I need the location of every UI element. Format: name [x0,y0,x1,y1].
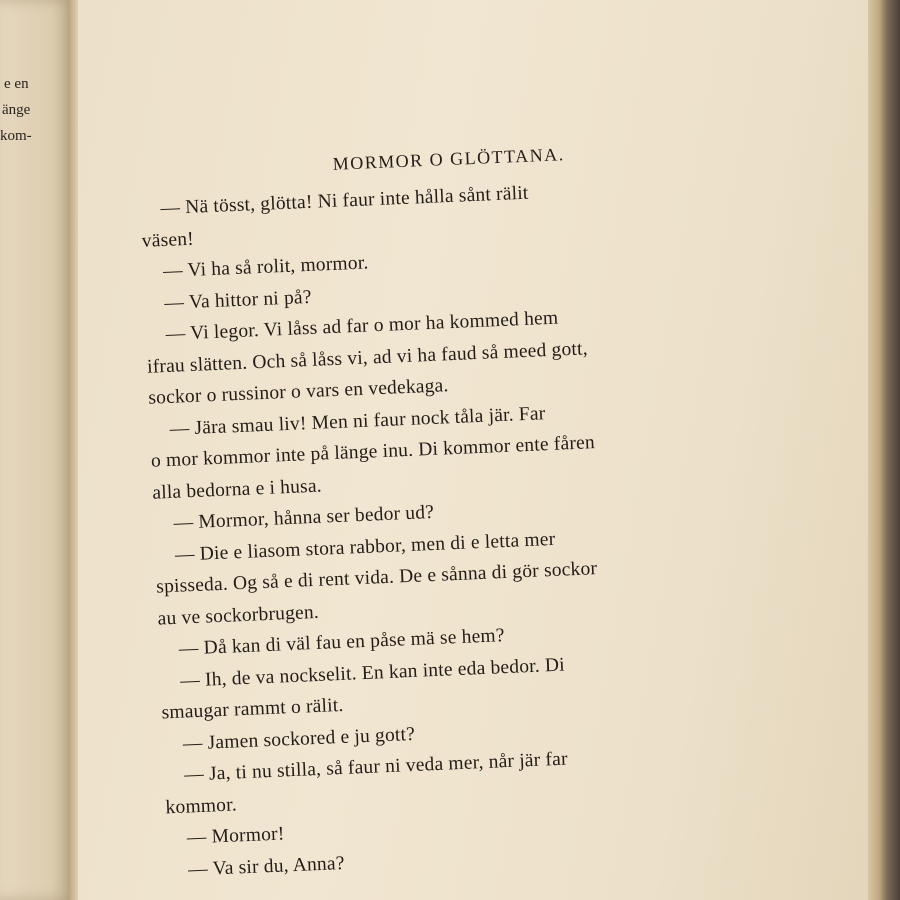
text-line: ifrau slätten. Och så låss vi, ad vi ha faud så meed gott, [146,337,589,378]
text-line: — Jamen sockored e ju gott? [182,723,416,755]
text-line: — Ih, de va nockselit. En kan inte eda bedor. Di [179,654,566,692]
page-text [138,127,728,887]
text-line: — Mormor! [186,823,285,849]
text-line: sockor o russinor o vars en vedekaga. [147,375,449,409]
left-page-fragment: e en [4,76,29,92]
text-line: au ve sockorbrugen. [157,601,320,630]
text-line: — Ja, ti nu stilla, så faur ni veda mer, når jär far [183,748,569,786]
text-line: — Mormor, hånna ser bedor ud? [173,501,435,534]
text-line: spisseda. Og så e di rent vida. De e sånna di gör sockor [155,558,598,598]
text-line: — Jära smau liv! Men ni faur nock tåla jär. Far [169,402,546,440]
page-edge [868,0,900,900]
text-line: — Vi ha så rolit, mormor. [162,252,369,283]
text-line: — Va hittor ni på? [163,286,313,314]
text-line: smaugar rammt o rälit. [161,694,344,724]
text-line: o mor kommor inte på länge inu. Di kommor ente fåren [150,432,596,472]
text-line: — Vi legor. Vi låss ad far o mor ha kommed hem [165,307,559,345]
left-page-fragment: kom- [0,128,32,144]
text-line: väsen! [141,228,195,252]
text-line: — Då kan di väl fau en påse mä se hem? [178,625,506,660]
left-page [0,0,74,900]
chapter-title: MORMOR O GLÖTTANA. [332,144,565,174]
text-line: — Die e liasom stora rabbor, men di e letta mer [174,528,556,566]
text-line: — Va sir du, Anna? [187,852,345,881]
text-line: kommor. [165,793,238,818]
text-lines [140,171,729,887]
text-line: alla bedorna e i husa. [151,475,323,504]
left-page-fragment: änge [2,102,31,118]
text-line: — Nä tösst, glötta! Ni faur inte hålla sånt rälit [160,182,529,220]
